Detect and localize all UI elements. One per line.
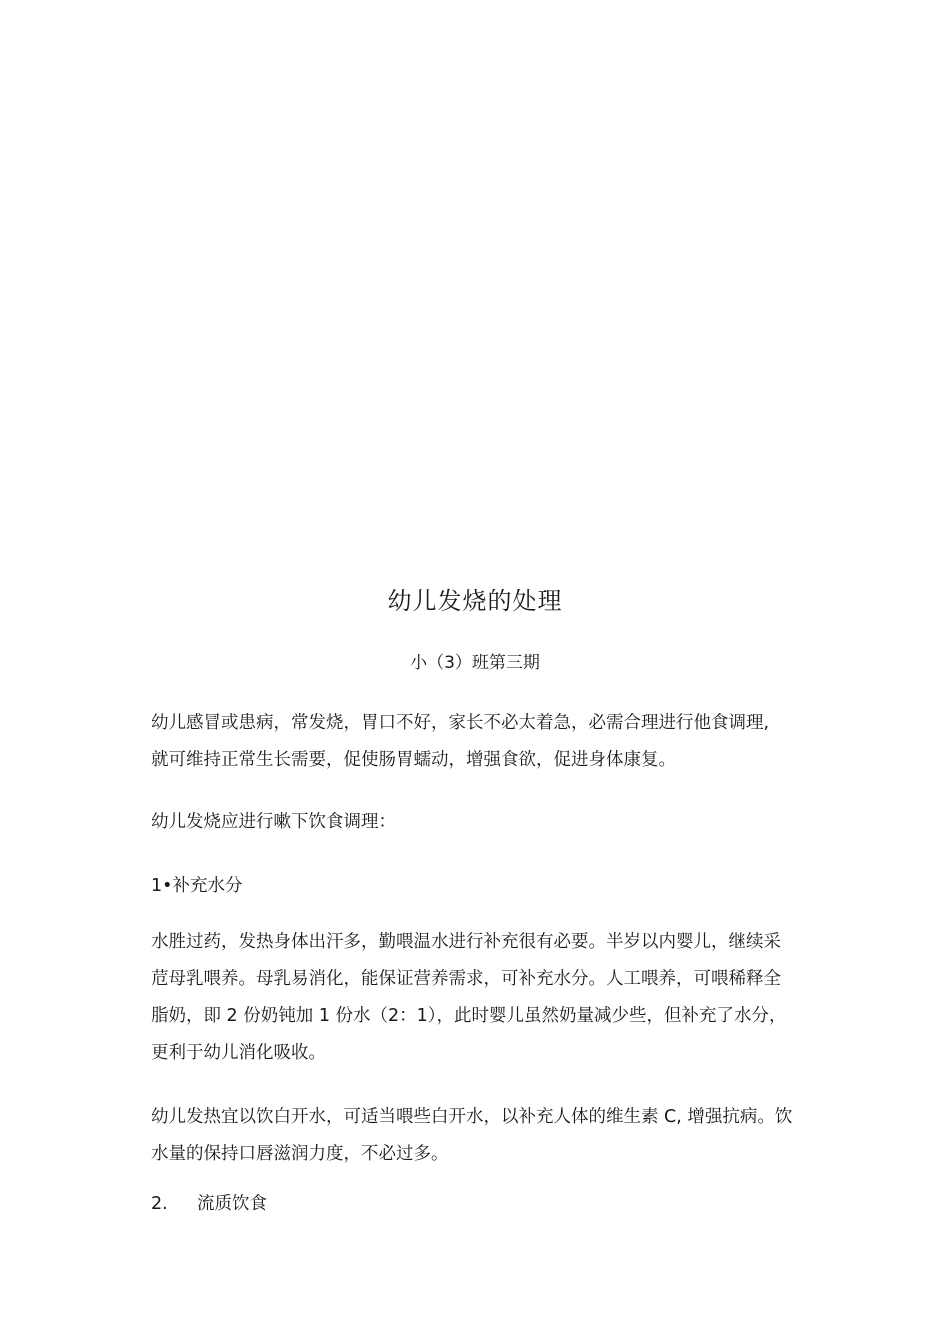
lead-paragraph: 幼儿发烧应进行嗽下饮食调理：: [151, 812, 396, 832]
paragraph-line: 脂奶，即 2 份奶钝加 1 份水（2：1），此时婴儿虽然奶量减少些，但补充了水分，: [151, 1006, 787, 1026]
paragraph-line: 水量的保持口唇滋润力度，不必过多。: [151, 1144, 449, 1164]
paragraph-line: 幼儿感冒或患病，常发烧，胃口不好，家长不必太着急，必需合理进行他食调理,: [151, 713, 770, 733]
section-heading-1: 1•补充水分: [151, 876, 243, 896]
section-heading-2: [151, 1186, 851, 1223]
paragraph-line: 幼儿发热宜以饮白开水，可适当喂些白开水，以补充人体的维生素 C, 增强抗病。饮: [151, 1107, 793, 1127]
section1b-paragraph: [151, 1099, 851, 1173]
document-subtitle: 小（3）班第三期: [410, 653, 540, 673]
paragraph-line: 苊母乳喂养。母乳易消化，能保证营养需求，可补充水分。人工喂养，可喂稀释全: [151, 969, 781, 989]
paragraph-line: 更利于幼儿消化吸收。: [151, 1043, 326, 1063]
intro-paragraph: [151, 705, 851, 779]
paragraph-line: 水胜过药，发热身体出汗多，勤喂温水进行补充很有必要。半岁以内婴儿，继续采: [151, 932, 781, 952]
document-title: 幼儿发烧的处理: [387, 587, 563, 615]
section-number: 2.: [151, 1194, 168, 1214]
paragraph-line: 就可维持正常生长需要，促使肠胃蠕动，增强食欲，促进身体康复。: [151, 750, 676, 770]
section-heading-text: 流质饮食: [197, 1194, 267, 1214]
section1-paragraph: [151, 924, 851, 1072]
